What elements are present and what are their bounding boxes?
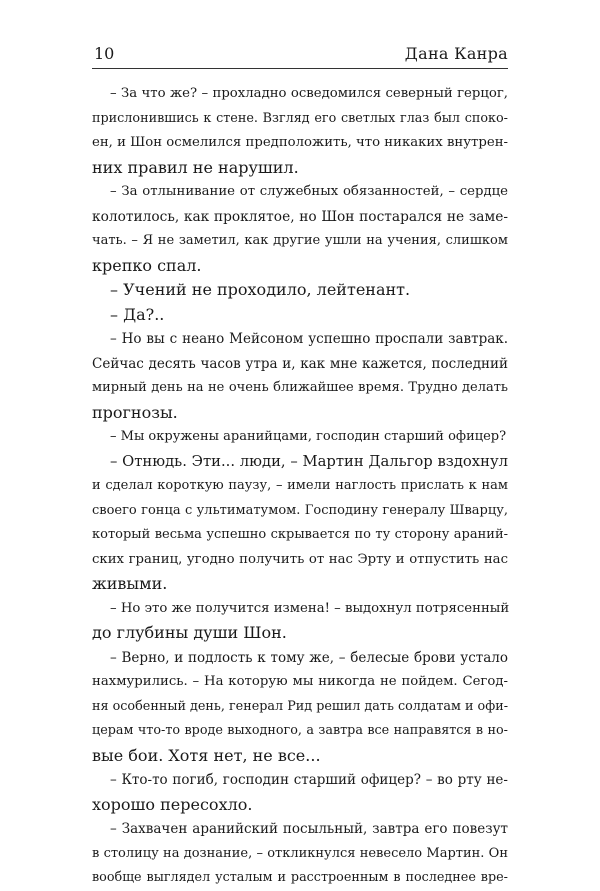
text-line: – Мы окружены аранийцами, господин старший офицер?	[110, 429, 507, 444]
text-line: чать. – Я не заметил, как другие ушли на учения, слишком	[92, 233, 508, 248]
text-line: который весьма успешно скрывается по ту сторону араний-	[92, 527, 508, 542]
running-header	[92, 40, 508, 69]
text-line: прислонившись к стене. Взгляд его светлых глаз был споко-	[92, 110, 508, 126]
text-line: церам что-то вроде выходного, а завтра все направятся в но-	[92, 723, 508, 738]
text-line: ских границ, угодно получить от нас Эрту и отпустить нас	[92, 551, 508, 567]
text-line: и сделал короткую паузу, – имели наглость прислать к нам	[92, 478, 508, 493]
text-line: – Верно, и подлость к тому же, – белесые брови устало	[110, 649, 508, 666]
text-line: нахмурились. – На которую мы никогда не пойдем. Сегод-	[92, 674, 508, 689]
text-line: – Но это же получится измена! – выдохнул потрясенный	[110, 600, 510, 616]
text-line: – За что же? – прохладно осведомился северный герцог,	[110, 86, 508, 101]
text-line: своего гонца с ультиматумом. Господину генералу Шварцу,	[92, 502, 508, 518]
text-line: – Кто-то погиб, господин старший офицер? – во рту не-	[110, 772, 508, 788]
text-line: ен, и Шон осмелился предположить, что никаких внутрен-	[92, 135, 508, 150]
text-line: живыми.	[92, 574, 168, 593]
text-line: – Захвачен аранийский посыльный, завтра его повезут	[110, 821, 508, 837]
text-line: колотилось, как проклятое, но Шон постарался не заме-	[92, 208, 508, 225]
text-line: Сейчас десять часов утра и, как мне кажется, последний	[92, 355, 508, 372]
text-line: крепко спал.	[92, 255, 202, 275]
text-line: ня особенный день, генерал Рид решил дать солдатам и офи-	[92, 698, 508, 714]
text-line: – Да?..	[110, 304, 165, 324]
text-line: вые бои. Хотя нет, не все...	[92, 745, 321, 765]
text-line: вообще выглядел усталым и расстроенным в последнее вре-	[92, 870, 508, 885]
text-line: мирный день на не очень ближайшее время. Трудно делать	[92, 380, 508, 395]
page-number: 10	[94, 44, 115, 63]
text-line: в столицу на дознание, – откликнулся невесело Мартин. Он	[92, 845, 508, 861]
body-text	[92, 82, 508, 891]
text-line: – Но вы с неано Мейсоном успешно проспали завтрак.	[110, 331, 508, 347]
text-line: прогнозы.	[92, 402, 178, 422]
text-line: – Учений не проходило, лейтенант.	[110, 280, 411, 299]
text-line: хорошо пересохло.	[92, 794, 253, 814]
text-line: – За отлынивание от служебных обязанностей, – сердце	[110, 184, 508, 199]
text-line: до глубины души Шон.	[92, 623, 287, 642]
text-line: – Отнюдь. Эти... люди, – Мартин Дальгор вздохнул	[110, 452, 508, 470]
running-title: Дана Канра	[404, 44, 508, 63]
text-line: них правил не нарушил.	[92, 157, 299, 177]
